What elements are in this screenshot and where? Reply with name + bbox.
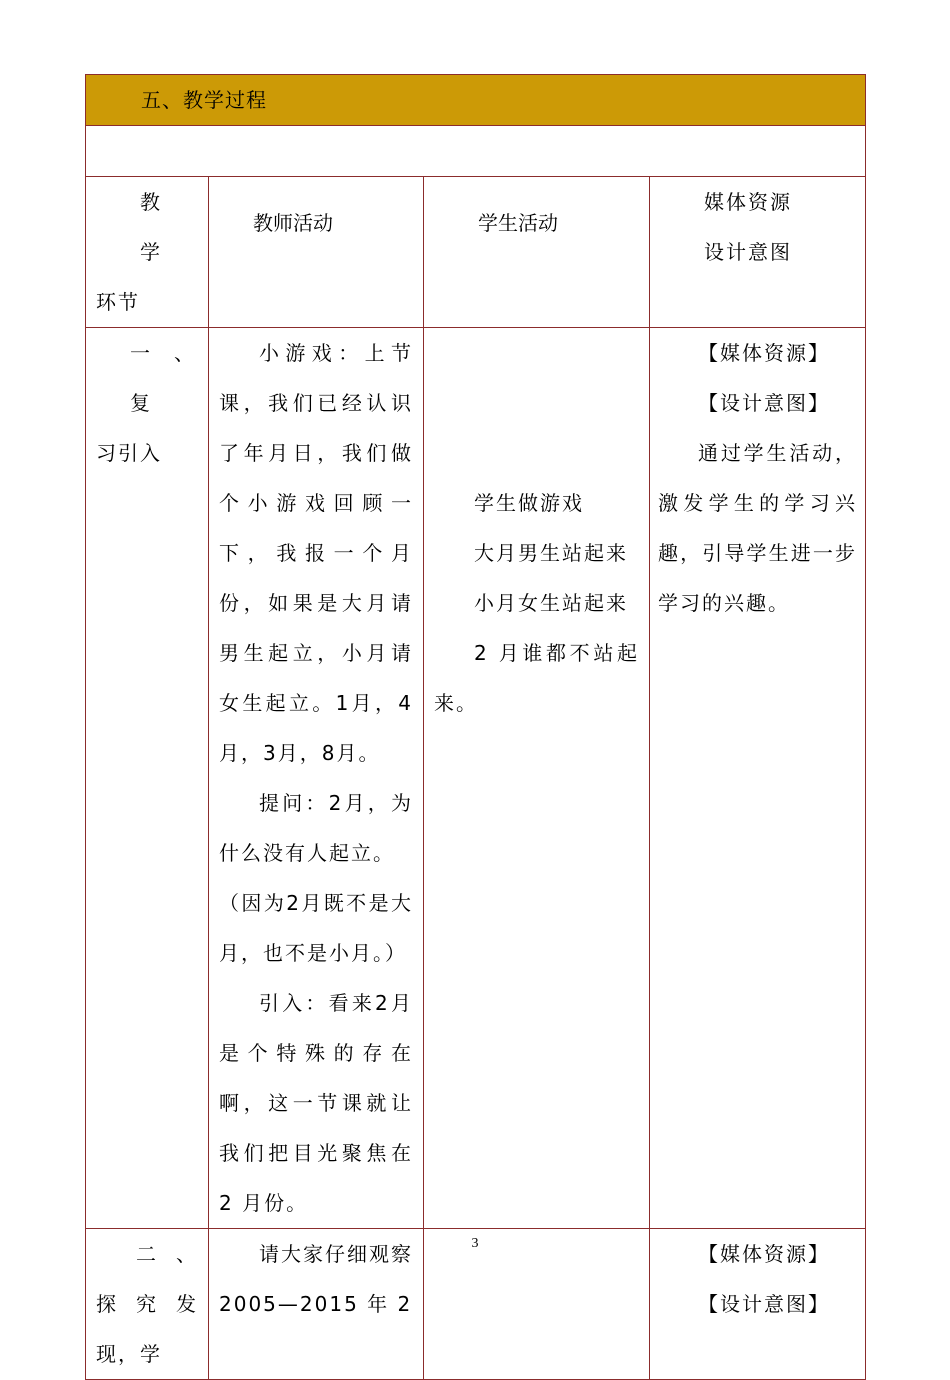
row1-student-l1: 学生做游戏 xyxy=(474,491,584,515)
row1-media-l2: 【设计意图】 xyxy=(698,391,830,415)
row1-student-l4: 2 月谁都不站起来。 xyxy=(434,641,639,715)
header-student xyxy=(424,177,650,328)
section-title: 五、教学过程 xyxy=(141,88,267,112)
row1-media-l3: 通过学生活动，激发学生的学习兴趣，引导学生进一步学习的兴趣。 xyxy=(658,441,857,615)
row2-stage-text: 二、探究发现，学 xyxy=(96,1242,198,1366)
blank-row xyxy=(86,126,866,177)
row1-teacher-p1: 小游戏：上节课，我们已经认识了年月日，我们做个小游戏回顾一下，我报一个月份，如果是大月请男生起立，小月请女生起立。1月，4月，3月，8月。 xyxy=(219,341,413,765)
row2-teacher-text: 请大家仔细观察 2005—2015 年 2 xyxy=(219,1242,413,1316)
teaching-process-table xyxy=(85,74,866,1380)
table-row xyxy=(86,328,866,1229)
header-media-line2: 设计意图 xyxy=(704,240,792,264)
row1-stage-line1: 一、 复 xyxy=(130,341,198,415)
header-stage-line1: 教 学 xyxy=(140,190,174,264)
row1-stage-line2: 习引入 xyxy=(96,441,162,465)
header-stage xyxy=(86,177,209,328)
row2-media-l2: 【设计意图】 xyxy=(698,1292,830,1316)
row1-media xyxy=(650,328,866,1229)
header-media xyxy=(650,177,866,328)
section-header xyxy=(86,75,866,126)
row1-media-l1: 【媒体资源】 xyxy=(698,341,830,365)
row1-teacher-p3: （因为2月既不是大月，也不是小月。） xyxy=(219,891,413,965)
header-teacher xyxy=(209,177,424,328)
row2-media-l1: 【媒体资源】 xyxy=(698,1242,830,1266)
row1-teacher xyxy=(209,328,424,1229)
header-stage-line2: 环节 xyxy=(96,290,140,314)
row1-student-l3: 小月女生站起来 xyxy=(474,591,628,615)
column-header-row xyxy=(86,177,866,328)
header-teacher-label: 教师活动 xyxy=(253,211,333,235)
header-media-line1: 媒体资源 xyxy=(704,190,792,214)
header-student-label: 学生活动 xyxy=(478,211,558,235)
row1-student-l2: 大月男生站起来 xyxy=(474,541,628,565)
row1-stage xyxy=(86,328,209,1229)
page-number: 3 xyxy=(471,1236,479,1251)
row1-teacher-p4: 引入：看来2月是个特殊的存在啊，这一节课就让我们把目光聚焦在 2 月份。 xyxy=(219,991,413,1215)
row1-teacher-p2: 提问：2月，为什么没有人起立。 xyxy=(219,791,413,865)
row1-student xyxy=(424,328,650,1229)
